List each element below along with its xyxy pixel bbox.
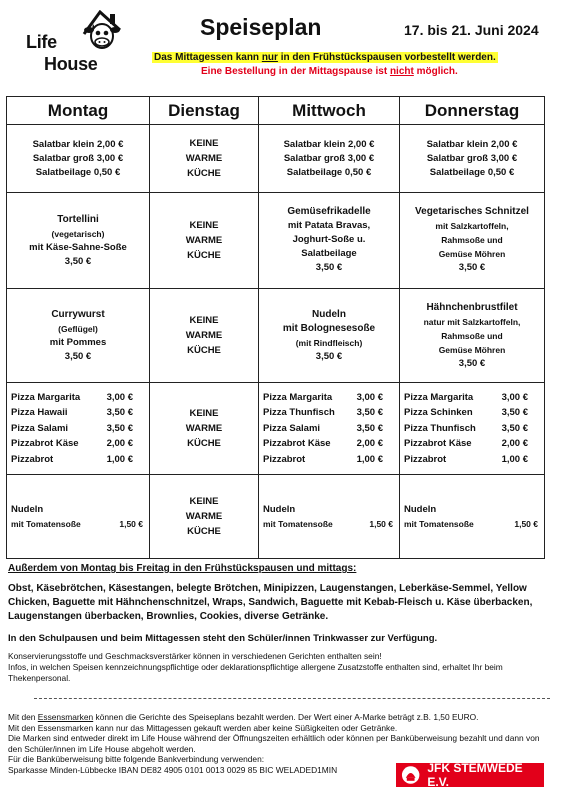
dish-note: (mit Rindfleisch)	[295, 337, 363, 348]
salad-line: Salatbeilage 0,50 €	[286, 166, 372, 178]
dish-note: (vegetarisch)	[51, 228, 105, 239]
life-house-logo	[22, 8, 132, 78]
dish-side: natur mit Salzkartoffeln,	[423, 316, 521, 327]
dish-cell-monday	[7, 289, 150, 383]
salad-cell-monday	[7, 125, 150, 193]
salad-line: Salatbar groß 3,00 €	[32, 152, 124, 164]
allergen-note: Infos, in welchen Speisen kennzeichnungspflichtige oder deklarationspflichtige allergene Zusatzstoffe enthalten sind, erhaltet Ihr beim Thekenpersonal.	[8, 662, 503, 683]
divider	[34, 698, 550, 699]
lunch-order-warning: Eine Bestellung in der Mittagspause ist nicht möglich.	[201, 66, 458, 77]
club-logo	[396, 763, 544, 787]
pizza-item: Pizza Salami 3,50 €	[11, 422, 133, 434]
no-warm-line: KÜCHE	[187, 250, 221, 261]
salad-line: Salatbeilage 0,50 €	[35, 166, 121, 178]
pizza-item: Pizzabrot 1,00 €	[263, 453, 383, 465]
no-warm-food-tuesday	[150, 289, 259, 383]
dish-price: 3,50 €	[315, 350, 343, 362]
salad-line: Salatbar klein 2,00 €	[283, 138, 375, 150]
pizza-item: Pizza Schinken 3,50 €	[404, 407, 528, 419]
pizza-item: Pizzabrot 1,00 €	[404, 453, 528, 465]
no-warm-line: KÜCHE	[187, 345, 221, 356]
noodle-title: Nudeln	[263, 503, 296, 515]
dish-name: Hähnchenbrustfilet	[426, 301, 518, 313]
salad-line: Salatbar klein 2,00 €	[32, 138, 124, 150]
dish-side: Rahmsoße und	[441, 235, 503, 245]
dish-name: Tortellini	[57, 213, 99, 225]
noodle-cell-wednesday	[259, 475, 400, 559]
dish-side: mit Bolognesesoße	[282, 322, 376, 334]
payment-line: Für die Banküberweisung bitte folgende Bankverbindung verwenden:	[8, 754, 265, 765]
no-warm-line: KEINE	[189, 408, 219, 419]
dish-side: Gemüse Möhren	[438, 249, 506, 259]
day-header-row	[7, 97, 545, 125]
week-date: 17. bis 21. Juni 2024	[404, 22, 539, 38]
salad-line: Salatbar groß 3,00 €	[426, 152, 518, 164]
dish-cell-wednesday	[259, 193, 400, 289]
dish-price: 3,50 €	[458, 262, 486, 273]
pizza-item: Pizza Thunfisch 3,50 €	[404, 422, 528, 434]
preorder-notice: Das Mittagessen kann nur in den Frühstückspausen vorbestellt werden.	[154, 52, 496, 63]
salad-line: Salatbar klein 2,00 €	[426, 138, 518, 150]
payment-line: Mit den Essensmarken können die Gerichte des Speiseplans bezahlt werden. Der Wert einer A-Marke beträgt z.B. 1,50 EURO.	[8, 712, 479, 722]
dish-price: 3,50 €	[64, 255, 92, 267]
no-warm-line: KEINE	[189, 315, 219, 326]
no-warm-line: WARME	[185, 423, 223, 434]
extras-list: Obst, Käsebrötchen, Käsestangen, belegte Brötchen, Minipizzen, Laugenstangen, Leberkäse-Semmel, Yellow Chicken, Baguette mit Hähnchenschnitzel, Wraps, Sandwich, Baguette mit Kebab-Fleisch u. Käse überbacken, Laugenstangen überbacken, Brownlies, Cookies, diverse Getränke.	[8, 583, 533, 622]
dish-price: 3,50 €	[64, 350, 92, 362]
additives-note: Konservierungsstoffe und Geschmacksverstärker können in verschiedenen Gerichten enthalten sein!	[8, 651, 382, 661]
day-header-wednesday: Mittwoch	[259, 97, 400, 125]
pizza-list-monday	[7, 383, 150, 475]
pizza-item: Pizzabrot Käse 2,00 €	[263, 438, 383, 450]
logo-text-house: House	[44, 54, 98, 74]
dish-price: 3,50 €	[458, 357, 486, 369]
pizza-item: Pizzabrot 1,00 €	[11, 453, 133, 465]
noodle-title: Nudeln	[11, 503, 44, 515]
pizza-item: Pizza Margarita 3,00 €	[11, 391, 133, 403]
dish-side: Salatbeilage	[301, 248, 357, 259]
noodle-title: Nudeln	[404, 503, 437, 515]
cow-icon	[80, 10, 124, 52]
no-warm-line: WARME	[185, 511, 223, 522]
noodle-item: mit Tomatensoße 1,50 €	[404, 518, 538, 529]
drinking-water-note: In den Schulpausen und beim Mittagessen steht den Schüler/innen Trinkwasser zur Verfügung.	[8, 633, 438, 644]
pizza-list-wednesday	[259, 383, 400, 475]
dish-name: Nudeln	[312, 308, 346, 320]
no-warm-line: KÜCHE	[187, 168, 221, 179]
salad-row	[7, 125, 545, 193]
pizza-list-thursday	[400, 383, 545, 475]
dish-note: (Geflügel)	[58, 323, 98, 334]
pizza-item: Pizza Margarita 3,00 €	[404, 391, 528, 403]
day-header-monday: Montag	[7, 97, 150, 125]
no-warm-line: KEINE	[189, 496, 219, 507]
dish-row-2	[7, 289, 545, 383]
bank-details: Sparkasse Minden-Lübbecke IBAN DE82 4905 0101 0013 0029 85 BIC WELADED1MIN	[8, 764, 338, 775]
noodle-item: mit Tomatensoße 1,50 €	[263, 518, 393, 529]
pizza-item: Pizzabrot Käse 2,00 €	[404, 438, 528, 450]
no-warm-line: KÜCHE	[187, 438, 221, 449]
dish-cell-wednesday	[259, 289, 400, 383]
dish-cell-monday	[7, 193, 150, 289]
pizza-item: Pizza Thunfisch 3,50 €	[263, 407, 383, 419]
menu-table	[6, 96, 545, 559]
noodle-item: mit Tomatensoße 1,50 €	[11, 518, 143, 529]
salad-cell-thursday	[400, 125, 545, 193]
dish-name: Gemüsefrikadelle	[287, 206, 371, 217]
no-warm-food-tuesday	[150, 125, 259, 193]
noodle-cell-thursday	[400, 475, 545, 559]
kitchen-logo-icon	[400, 764, 421, 786]
payment-line: Die Marken sind entweder direkt im Life House während der Öffnungszeiten erhältlich oder können per Banküberweisung bezahlt und dann von den Schüler/innen im Life House abgeholt werden.	[8, 733, 540, 754]
payment-line: Mit den Essensmarken kann nur das Mittagessen gekauft werden aber keine Süßigkeiten oder Getränke.	[8, 722, 398, 733]
salad-line: Salatbeilage 0,50 €	[429, 166, 515, 178]
dish-side: mit Salzkartoffeln,	[435, 221, 509, 231]
dish-side: Gemüse Möhren	[438, 344, 506, 355]
dish-side: Rahmsoße und	[441, 330, 503, 341]
dish-name: Vegetarisches Schnitzel	[415, 206, 529, 217]
noodle-cell-monday	[7, 475, 150, 559]
no-warm-line: KEINE	[189, 220, 219, 231]
day-header-thursday: Donnerstag	[400, 97, 545, 125]
no-warm-line: KEINE	[189, 138, 219, 149]
dish-side: mit Pommes	[49, 336, 107, 348]
dish-side: mit Käse-Sahne-Soße	[29, 241, 127, 253]
logo-text-life: Life	[26, 32, 57, 52]
pizza-item: Pizza Margarita 3,00 €	[263, 391, 383, 403]
dish-side: Joghurt-Soße u.	[292, 234, 366, 245]
dish-price: 3,50 €	[315, 262, 343, 273]
dish-row-1	[7, 193, 545, 289]
dish-name: Currywurst	[51, 308, 105, 320]
no-warm-line: KÜCHE	[187, 526, 221, 537]
salad-cell-wednesday	[259, 125, 400, 193]
no-warm-food-tuesday	[150, 475, 259, 559]
pizza-row	[7, 383, 545, 475]
no-warm-line: WARME	[185, 153, 223, 164]
extras-heading: Außerdem von Montag bis Freitag in den Frühstückspausen und mittags:	[8, 563, 357, 574]
no-warm-line: WARME	[185, 330, 223, 341]
dish-cell-thursday	[400, 289, 545, 383]
no-warm-food-tuesday	[150, 383, 259, 475]
noodle-row	[7, 475, 545, 559]
no-warm-line: WARME	[185, 235, 223, 246]
page-title: Speiseplan	[200, 14, 322, 40]
pizza-item: Pizza Hawaii 3,50 €	[11, 407, 133, 419]
dish-side: mit Patata Bravas,	[287, 220, 371, 231]
day-header-tuesday: Dienstag	[150, 97, 259, 125]
pizza-item: Pizza Salami 3,50 €	[263, 422, 383, 434]
pizza-item: Pizzabrot Käse 2,00 €	[11, 438, 133, 450]
salad-line: Salatbar groß 3,00 €	[283, 152, 375, 164]
club-name: JFK STEMWEDE E.V.	[427, 761, 523, 789]
no-warm-food-tuesday	[150, 193, 259, 289]
dish-cell-thursday	[400, 193, 545, 289]
